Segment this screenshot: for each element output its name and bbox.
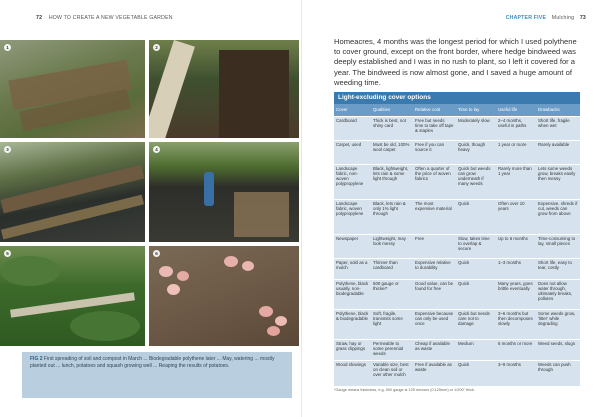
table-cell: Carpet, used <box>336 142 362 147</box>
photo-5-badge: 5 <box>4 250 11 257</box>
table-row <box>334 116 580 140</box>
table-cell: Cardboard <box>336 118 357 123</box>
table-cell: Quick <box>458 201 470 206</box>
table-cell: Straw, hay or grass clippings <box>336 341 366 352</box>
table-title: Light-excluding cover options <box>334 92 580 104</box>
table-row <box>334 164 580 199</box>
photo-6 <box>149 246 299 346</box>
table-cell: Good value, can be found for free <box>415 281 454 292</box>
table-cell: Landscape fabric, non-woven polypropylene <box>336 166 364 187</box>
photo-1-badge: 1 <box>4 44 11 51</box>
table-cell: Must be old, 100% wool carpet <box>373 142 410 153</box>
table-cell: The most expensive material <box>415 201 452 212</box>
table-cell: Landscape fabric, woven polypropylene <box>336 201 364 217</box>
table-cell: Rarely more than 1 year <box>498 166 532 177</box>
table-cell: Lightweight, may look messy <box>373 236 406 247</box>
table-cell: 1–3 months <box>498 260 521 265</box>
table-cell: Expensive, shreds if cut, weeds can grow from above <box>538 201 578 217</box>
table-cell: Paper, sold as a mulch <box>336 260 368 271</box>
table-cell: Rarely available <box>538 142 570 147</box>
table-cell: Quick <box>458 362 470 367</box>
table-cell: Free but needs time to take off tape & staples <box>415 118 454 134</box>
table-cell: Short life, easy to tear, costly <box>538 260 572 271</box>
intro-paragraph: Homeacres, 4 months was the longest period for which I used polythene to cover ground, except on the front border, where hedge bindweed was deeply established and I was in no rush to plant, so I left it covered for a year. The bindweed is now almost gone, and I saved a huge amount of weeding time. <box>334 37 577 87</box>
photo-2 <box>149 40 299 138</box>
table-row <box>334 140 580 164</box>
header-cell: Qualities <box>373 107 391 112</box>
book-title: HOW TO CREATE A NEW VEGETABLE GARDEN <box>48 15 173 21</box>
photo-6-badge: 6 <box>153 250 160 257</box>
table-cell: Weed seeds, slugs <box>538 341 576 346</box>
cover-options-table <box>334 92 580 386</box>
table-cell: 6 months or more <box>498 341 533 346</box>
page-gutter <box>301 0 302 417</box>
right-page-number: 73 <box>579 15 586 21</box>
table-cell: Quick but needs care not to damage <box>458 311 490 327</box>
table-cell: Cheap if available as waste <box>415 341 450 352</box>
table-cell: Time-consuming to lay, small pieces <box>538 236 576 247</box>
table-cell: Quick but weeds can grow underneath if many weeds <box>458 166 491 187</box>
table-cell: Quick <box>458 260 470 265</box>
table-footnote: *Gauge means thickness, e.g. 500 gauge is 125 microns (0.125mm) or 1/200" thick. <box>334 388 475 392</box>
table-cell: Newspaper <box>336 236 359 241</box>
caption-text: First spreading of soil and compost in March ... Biodegradable polythene later ... May, watering ... mostly planted out ... lunch, potatoes and squash growing well ... Reaping the results of potatoes. <box>30 356 275 369</box>
table-cell: Often over 10 years <box>498 201 525 212</box>
table-row <box>334 234 580 258</box>
table-cell: Variable size, best on clean soil or over other mulch <box>373 362 409 378</box>
table-row <box>334 360 580 386</box>
table-cell: 2–4 months, useful in paths <box>498 118 527 129</box>
chapter-label: CHAPTER FIVE <box>505 15 547 21</box>
table-header-row <box>334 104 580 116</box>
header-cell: Time to lay <box>458 107 480 112</box>
table-cell: Soft, fragile, transmits some light <box>373 311 403 327</box>
table-cell: 1 year or more <box>498 142 527 147</box>
table-row <box>334 309 580 339</box>
photo-caption-box <box>22 352 292 398</box>
header-cell: Relative cost <box>415 107 441 112</box>
table-cell: Does not allow water through, ultimately breaks, pollutes <box>538 281 573 302</box>
table-cell: 500 gauge or thicker* <box>373 281 399 292</box>
table-cell: Many years, goes brittle eventually <box>498 281 533 292</box>
left-page-number: 72 <box>36 15 43 21</box>
table-cell: Thinner than cardboard <box>373 260 398 271</box>
table-row <box>334 258 580 279</box>
table-cell: Slow, takes time to overlap & secure <box>458 236 490 252</box>
table-cell: Expensive because can only be used once <box>415 311 454 327</box>
photo-caption <box>30 356 284 370</box>
table-cell: Polythene, black usually, non-biodegradable <box>336 281 369 297</box>
table-cell: Medium <box>458 341 474 346</box>
table-cell: Free if available as waste <box>415 362 452 373</box>
table-row <box>334 339 580 360</box>
photo-4-badge: 4 <box>153 146 160 153</box>
table-cell: Black, lightweight, lets rain & some light through <box>373 166 409 182</box>
left-page-header <box>36 15 173 21</box>
photo-5 <box>0 246 145 346</box>
table-cell: Black, lets rain & only 1% light through <box>373 201 406 217</box>
table-cell: Lets some weeds grow, breaks easily then messy <box>538 166 576 182</box>
table-row <box>334 279 580 309</box>
table-row <box>334 199 580 234</box>
table-cell: Quick, though heavy <box>458 142 486 153</box>
photo-3-badge: 3 <box>4 146 11 153</box>
photo-3 <box>0 142 145 242</box>
header-cell: Cover <box>336 107 348 112</box>
table-cell: Quick <box>458 281 470 286</box>
header-cell: Drawbacks <box>538 107 560 112</box>
table-cell: Free <box>415 236 425 241</box>
photo-1 <box>0 40 145 138</box>
photo-2-badge: 2 <box>153 44 160 51</box>
header-cell: Useful life <box>498 107 518 112</box>
table-cell: Up to 6 months <box>498 236 528 241</box>
table-cell: Wood shavings <box>336 362 366 367</box>
table-cell: Short life, fragile when wet <box>538 118 570 129</box>
caption-label: FIG 2 <box>30 356 43 362</box>
photo-4 <box>149 142 299 242</box>
table-body <box>334 116 580 386</box>
table-cell: Expensive relative to durability <box>415 260 451 271</box>
table-cell: Polythene, black & biodegradable <box>336 311 369 322</box>
table-cell: Moderately slow <box>458 118 490 123</box>
table-cell: Permeable to some perennial weeds <box>373 341 404 357</box>
table-cell: 3–9 months <box>498 362 521 367</box>
table-cell: Weeds can push through <box>538 362 571 373</box>
table-cell: Some weeds grow, 'litter' while degrading <box>538 311 576 327</box>
table-cell: 3–6 months but then decomposes slowly <box>498 311 533 327</box>
table-cell: Free if you can source it <box>415 142 445 153</box>
right-page-header <box>506 15 586 21</box>
table-cell: Thick is best, not shiny card <box>373 118 406 129</box>
table-cell: Often a quarter of the price of woven fabrics <box>415 166 451 182</box>
section-label: Mulching <box>551 15 575 21</box>
